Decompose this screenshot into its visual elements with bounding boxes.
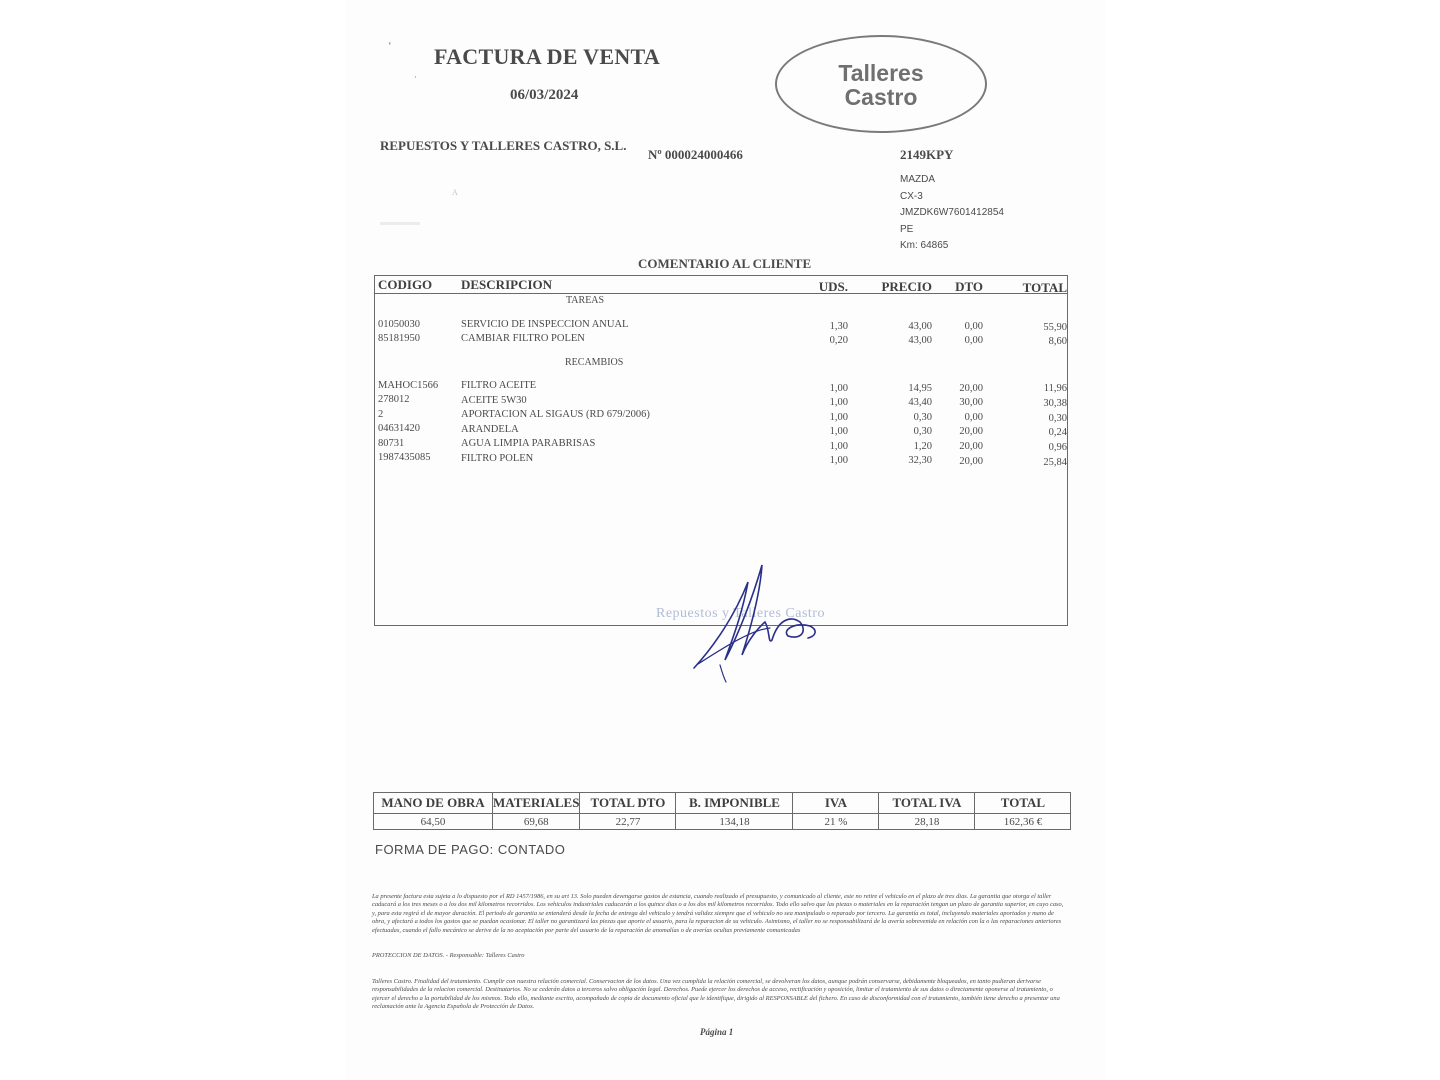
table-row-code: 1987435085 (378, 452, 431, 463)
company-name: REPUESTOS Y TALLERES CASTRO, S.L. (380, 138, 627, 153)
table-row-uds: 1,00 (829, 441, 848, 452)
data-protection-text: Talleres Castro. Finalidad del tratamiento. Cumplir con nuestra relación comercial. Conservacion de los datos. Una vez cumplida la relación comercial, se devolveran los datos, aunque podrán conservarse, debidamente bloqueados, en tanto pudieran derivarse responsabilidades de la relacion comercial. Destinatarios. No se cederán datos a terceros salvo obligación legal. Derechos. Puede ejercer los derechos de acceso, rectificación y oposición, limitar el tratamiento de sus datos o directamente oponerse al tratamiento, o ejercer el derecho a la portabilidad de los mismos. Todo ello, mediante escrito, acompañado de copia de documento oficial que le identifique, dirigido al RESPONSABLE del fichero. En caso de disconformidad con el tratamiento, también tiene derecho a presentar una reclamación ante la Agencia Española de Protección de Datos. (372, 978, 1060, 1011)
table-row-desc: ARANDELA (461, 424, 519, 435)
table-row-dto: 20,00 (959, 441, 983, 452)
table-row-precio: 43,00 (908, 321, 932, 332)
vehicle-plate: 2149KPY (900, 147, 954, 162)
totals-header-iva: IVA (793, 793, 879, 814)
redacted-address (380, 222, 420, 225)
table-row-precio: 43,00 (908, 335, 932, 346)
table-row-total: 25,84 (1043, 457, 1067, 468)
totals-value-total: 162,36 € (975, 814, 1071, 830)
table-row-uds: 0,20 (829, 335, 848, 346)
table-row-desc: ACEITE 5W30 (461, 395, 527, 406)
comment-title: COMENTARIO AL CLIENTE (638, 256, 812, 271)
invoice-title: FACTURA DE VENTA (434, 44, 661, 69)
table-row-dto: 20,00 (959, 426, 983, 437)
table-row-code: MAHOC1566 (378, 380, 439, 391)
table-row-total: 55,90 (1043, 322, 1067, 333)
table-row-dto: 20,00 (959, 383, 983, 394)
vehicle-make: MAZDA (900, 174, 935, 185)
table-row-total: 0,96 (1048, 442, 1067, 453)
vehicle-fuel: PE (900, 223, 914, 235)
table-row-code: 80731 (378, 438, 405, 449)
redacted-address: A (452, 188, 458, 197)
totals-header-total: TOTAL (975, 793, 1071, 814)
invoice-date: 06/03/2024 (510, 87, 579, 103)
vehicle-vin: JMZDK6W7601412854 (900, 207, 1004, 218)
section-title-recambios: RECAMBIOS (565, 357, 624, 368)
col-header-dto: DTO (955, 279, 983, 294)
col-header-uds: UDS. (818, 279, 848, 294)
scan-mark: · (414, 72, 417, 82)
table-row-uds: 1,30 (829, 321, 848, 332)
signature (690, 560, 830, 685)
totals-value-iva: 21 % (793, 814, 879, 830)
table-row-desc: FILTRO POLEN (461, 453, 534, 464)
table-row-dto: 20,00 (959, 456, 983, 467)
totals-value-total-dto: 22,77 (580, 814, 676, 830)
section-title-tareas: TAREAS (566, 295, 605, 306)
table-row-uds: 1,00 (829, 455, 848, 466)
col-header-total: TOTAL (1022, 280, 1067, 295)
totals-header-total-dto: TOTAL DTO (580, 793, 676, 814)
table-row-code: 04631420 (378, 423, 420, 434)
totals-header-mano-obra: MANO DE OBRA (374, 793, 493, 814)
table-row-desc: CAMBIAR FILTRO POLEN (461, 333, 585, 344)
table-row-precio: 0,30 (913, 412, 932, 423)
totals-value-mano-obra: 64,50 (374, 814, 493, 830)
table-row-precio: 14,95 (908, 383, 932, 394)
table-row-code: 278012 (378, 394, 410, 405)
company-stamp: Repuestos y Talleres Castro (656, 606, 825, 621)
table-row-code: 85181950 (378, 333, 420, 344)
table-row-total: 11,96 (1043, 383, 1067, 394)
table-row-desc: SERVICIO DE INSPECCION ANUAL (461, 319, 629, 330)
data-protection-title: PROTECCION DE DATOS. - Responsable: Talleres Castro (372, 952, 525, 959)
payment-method: FORMA DE PAGO: CONTADO (375, 842, 566, 857)
table-row-desc: FILTRO ACEITE (461, 380, 537, 391)
company-logo (775, 35, 987, 133)
table-row-uds: 1,00 (829, 397, 848, 408)
table-row-desc: AGUA LIMPIA PARABRISAS (461, 438, 596, 449)
col-header-desc: DESCRIPCION (461, 277, 553, 292)
table-row-total: 8,60 (1048, 336, 1067, 347)
table-row-precio: 0,30 (913, 426, 932, 437)
page-number: Página 1 (700, 1027, 734, 1037)
table-row-desc: APORTACION AL SIGAUS (RD 679/2006) (461, 409, 650, 420)
totals-header-total-iva: TOTAL IVA (879, 793, 975, 814)
table-row-precio: 43,40 (908, 397, 932, 408)
table-row-uds: 1,00 (829, 383, 848, 394)
logo-text-line1: Talleres (838, 60, 924, 86)
table-row-precio: 1,20 (913, 441, 932, 452)
vehicle-model: CX-3 (900, 190, 923, 202)
table-row-uds: 1,00 (829, 412, 848, 423)
table-row-total: 0,24 (1048, 427, 1067, 438)
logo-text-line2: Castro (844, 84, 918, 110)
table-row-dto: 30,00 (959, 397, 983, 408)
col-header-code: CODIGO (378, 277, 433, 292)
col-header-precio: PRECIO (881, 279, 932, 294)
vehicle-details (900, 172, 1004, 255)
totals-value-total-iva: 28,18 (879, 814, 975, 830)
table-row-uds: 1,00 (829, 426, 848, 437)
table-row-dto: 0,00 (964, 321, 983, 332)
invoice-number: Nº 000024000466 (648, 147, 743, 162)
totals-header-materiales: MATERIALES (493, 793, 580, 814)
table-row-precio: 32,30 (908, 455, 932, 466)
totals-table (373, 792, 1071, 830)
scan-mark: ʻ (388, 40, 392, 52)
table-row-dto: 0,00 (964, 412, 983, 423)
table-row-code: 2 (378, 409, 384, 420)
legal-terms: La presente factura esta sujeta a lo dispuesto por el RD 1457/1986, en su art 13. Solo pueden devengarse gastos de estancia, cuando realizado el presupuesto, y comunicado al cliente, este no retire el vehiculo en el plazo de tres dias. La garantia que otorga el taller caducará a los tres meses o a los dos mil kilometros recorridos. Los vehiculos industriales caducarán a los quince dias o a los dos mil kilometros recorridos. Todo ello salvo que las piezas o materiales en la reparación tengan un plazo de garantia superior, en cuyo caso, y, para esta regirá el de mayor duración. El periodo de garantia se entenderá desde la fecha de entrega del vehiculo y tendrá validez siempre que el vehiculo no sea manipulado o reparado por tercero. La garantía es total, incluyendo materiales aportados y mano de obra, y afectará a todos los gastos que se puedan ocasionar. El taller no garantizará las piezas que aporte el usuario, para la reparacion de su vehiculo. Asimismo, el taller no se responsabilizará de la avería sobrevenida en relación con la o las reparaciones anteriores efectuadas, cuando el fallo mecánico se derive de la no aceptación por parte del usuario de la reparación de anomalías o de averías ocultas previamente comunicadas (372, 893, 1064, 934)
table-row-total: 0,30 (1048, 413, 1067, 424)
totals-value-b-imponible: 134,18 (676, 814, 793, 830)
vehicle-km: Km: 64865 (900, 240, 949, 251)
table-row-total: 30,38 (1043, 398, 1067, 409)
table-row-dto: 0,00 (964, 335, 983, 346)
table-row-code: 01050030 (378, 319, 420, 330)
totals-value-materiales: 69,68 (493, 814, 580, 830)
totals-header-b-imponible: B. IMPONIBLE (676, 793, 793, 814)
